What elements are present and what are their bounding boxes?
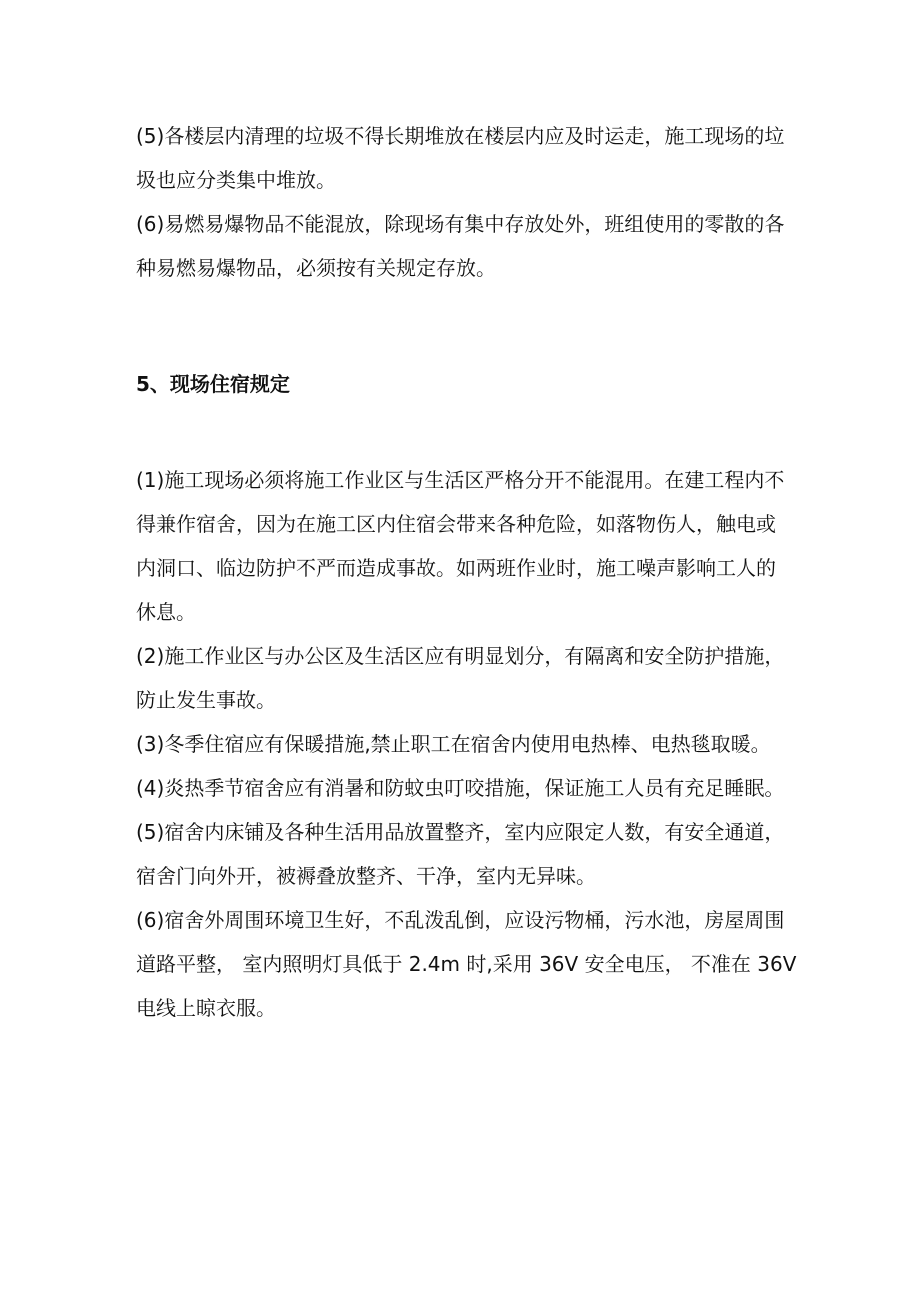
text-line: 宿舍门向外开，被褥叠放整齐、干净，室内无异味。 [136,864,596,888]
list-item-prev-6 [136,202,816,290]
text-line: 道路平整， 室内照明灯具低于 2.4m 时,采用 36V 安全电压， 不准在 36V [136,952,797,976]
section-heading: 5、现场住宿规定 [136,372,290,396]
text-line: (4)炎热季节宿舍应有消暑和防蚊虫叮咬措施，保证施工人员有充足睡眠。 [136,776,785,800]
list-item-5 [136,810,816,898]
text-line: (2)施工作业区与办公区及生活区应有明显划分，有隔离和安全防护措施， [136,644,785,668]
spacer [136,406,816,458]
document-body [136,114,816,1030]
text-line: 得兼作宿舍，因为在施工区内住宿会带来各种危险，如落物伤人，触电或 [136,512,776,536]
list-item-2 [136,634,816,722]
text-line: (3)冬季住宿应有保暖措施,禁止职工在宿舍内使用电热棒、电热毯取暖。 [136,732,771,756]
spacer [136,290,816,362]
text-line: 内洞口、临边防护不严而造成事故。如两班作业时，施工噪声影响工人的 [136,556,776,580]
list-item-3 [136,722,816,766]
list-item-prev-5 [136,114,816,202]
list-item-1 [136,458,816,634]
text-line: (6)易燃易爆物品不能混放，除现场有集中存放处外，班组使用的零散的各 [136,212,785,236]
text-line: 休息。 [136,600,196,624]
text-line: (5)各楼层内清理的垃圾不得长期堆放在楼层内应及时运走，施工现场的垃 [136,124,785,148]
list-item-6 [136,898,816,1030]
text-line: (1)施工现场必须将施工作业区与生活区严格分开不能混用。在建工程内不 [136,468,785,492]
list-item-4 [136,766,816,810]
text-line: (5)宿舍内床铺及各种生活用品放置整齐，室内应限定人数，有安全通道， [136,820,785,844]
text-line: 种易燃易爆物品，必须按有关规定存放。 [136,256,496,280]
text-line: (6)宿舍外周围环境卫生好，不乱泼乱倒，应设污物桶，污水池，房屋周围 [136,908,785,932]
text-line: 电线上晾衣服。 [136,996,276,1020]
text-line: 圾也应分类集中堆放。 [136,168,336,192]
text-line: 防止发生事故。 [136,688,276,712]
